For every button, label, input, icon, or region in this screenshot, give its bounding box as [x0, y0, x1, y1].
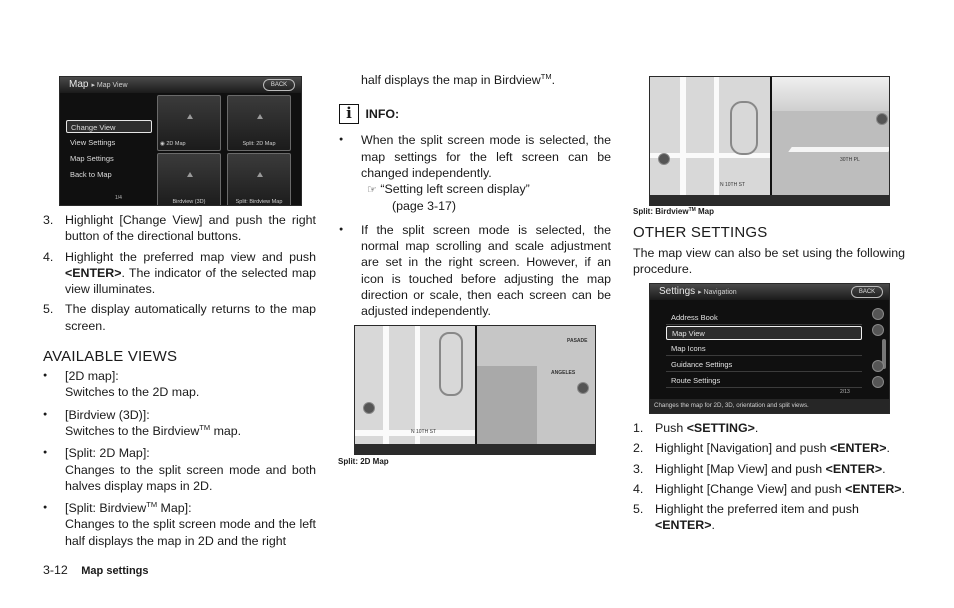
menu-item-change-view[interactable]: Change View	[66, 120, 152, 133]
city-label: PASADE	[567, 338, 588, 344]
map-arrow-icon	[187, 114, 193, 119]
page-indicator: 1/4	[115, 195, 122, 201]
info-icon: i	[339, 104, 359, 124]
step-5: 5. The display automatically returns to the map screen.	[43, 302, 316, 333]
step-4: 4. Highlight [Change View] and push <ENTER>.	[633, 481, 905, 496]
city-label: ANGELES	[551, 370, 576, 376]
right-column-top	[633, 224, 905, 278]
map-status-bar	[355, 444, 595, 454]
page-footer	[43, 563, 149, 577]
step-4: 4. Highlight the preferred map view and push <ENTER>. The indicator of the selected map view illuminates.	[43, 249, 316, 297]
split-birdview-screenshot	[649, 76, 890, 206]
zoom-icon[interactable]	[876, 113, 888, 125]
split-2d-map-screenshot	[354, 325, 596, 455]
right-column-steps	[633, 420, 905, 534]
reference-hand-icon: ☞	[367, 184, 377, 197]
step-5: 5. Highlight the preferred item and push <ENTER>.	[633, 502, 859, 533]
step-2: 2. Highlight [Navigation] and push <ENTER>.	[633, 441, 890, 456]
tile-split-birdview-map[interactable]: Split: Birdview Map	[227, 153, 291, 206]
page-indicator: 2/13	[840, 389, 850, 395]
reference-page: (page 3-17)	[392, 199, 457, 214]
available-views-list	[43, 368, 316, 549]
tile-2d-map[interactable]: ◉ 2D Map	[157, 95, 221, 151]
info-title: INFO:	[365, 107, 400, 122]
map-arrow-icon	[187, 172, 193, 177]
screen-title: Settings ▸ Navigation	[659, 286, 737, 297]
step-3: 3. Highlight [Map View] and push <ENTER>.	[633, 461, 886, 476]
view-birdview-3d: ● [Birdview (3D)]: Switches to the Birdview™ map.	[43, 407, 316, 440]
caption-split-2d-map: Split: 2D Map	[338, 457, 389, 466]
view-split-birdview-map: ● [Split: Birdview™ Map]: Changes to the split screen mode and the left half displays the map in 2D and the right	[43, 500, 316, 549]
back-button[interactable]: BACK	[263, 79, 295, 91]
map-status-bar	[650, 195, 889, 205]
scroll-up-icon[interactable]	[872, 308, 884, 320]
scroll-down-page-icon[interactable]	[872, 360, 884, 372]
info-list	[339, 132, 611, 319]
tile-birdview-3d[interactable]: Birdview (3D)	[157, 153, 221, 206]
street-label: 30TH PL	[840, 157, 860, 163]
caption-split-birdview-map: Split: Birdview™ Map	[633, 207, 715, 216]
scroll-down-icon[interactable]	[872, 376, 884, 388]
other-settings-intro: The map view can also be set using the following procedure.	[633, 246, 905, 277]
settings-item-map-icons[interactable]: Map Icons	[666, 342, 862, 356]
map-arrow-icon	[257, 114, 263, 119]
zoom-icon[interactable]	[577, 382, 589, 394]
view-split-2d-map: ● [Split: 2D Map]: Changes to the split screen mode and both halves display maps in 2D.	[43, 445, 316, 494]
info-item-1: ● When the split screen mode is selected, the map settings for the left screen can be changed independently. ☞ “Setting left screen display” (page 3-17)	[339, 132, 611, 214]
section-name: Map settings	[81, 565, 149, 577]
compass-icon[interactable]	[658, 153, 670, 165]
settings-item-guidance-settings[interactable]: Guidance Settings	[666, 358, 862, 372]
settings-item-map-view[interactable]: Map View	[666, 326, 862, 340]
left-column	[43, 212, 316, 549]
street-label: N 10TH ST	[411, 429, 437, 435]
compass-icon[interactable]	[363, 402, 375, 414]
view-2d-map: ● [2D map]: Switches to the 2D map.	[43, 368, 316, 401]
middle-column	[339, 72, 611, 320]
available-views-heading: AVAILABLE VIEWS	[43, 348, 178, 366]
page-reference: ☞ “Setting left screen display”	[367, 182, 530, 197]
map-view-screenshot	[59, 76, 302, 206]
menu-item-view-settings[interactable]: View Settings	[70, 138, 116, 147]
menu-item-back-to-map[interactable]: Back to Map	[70, 170, 112, 179]
back-button[interactable]: BACK	[851, 286, 883, 298]
map-arrow-icon	[257, 172, 263, 177]
page-number: 3-12	[43, 563, 68, 577]
step-3: 3. Highlight [Change View] and push the right button of the directional buttons.	[43, 213, 316, 244]
menu-item-map-settings[interactable]: Map Settings	[70, 154, 114, 163]
info-header	[339, 104, 611, 128]
settings-item-route-settings[interactable]: Route Settings	[666, 374, 862, 388]
other-settings-heading: OTHER SETTINGS	[633, 224, 768, 241]
screen-title: Map ▸ Map View	[69, 79, 128, 90]
settings-item-address-book[interactable]: Address Book	[666, 311, 862, 325]
step-1: 1. Push <SETTING>.	[633, 421, 759, 435]
settings-screenshot	[649, 283, 890, 414]
help-text-bar: Changes the map for 2D, 3D, orientation and split views.	[650, 399, 889, 413]
street-label: N 10TH ST	[720, 182, 746, 188]
continuation-text: half displays the map in Birdview™.	[361, 72, 556, 87]
info-item-2: ● If the split screen mode is selected, the normal map scrolling and scale adjustment are set in the right screen. However, if an icon is touched before adjusting the map direction or scale, then each screen can be adjusted independently.	[339, 222, 611, 320]
tile-split-2d-map[interactable]: Split: 2D Map	[227, 95, 291, 151]
scroll-up-page-icon[interactable]	[872, 324, 884, 336]
